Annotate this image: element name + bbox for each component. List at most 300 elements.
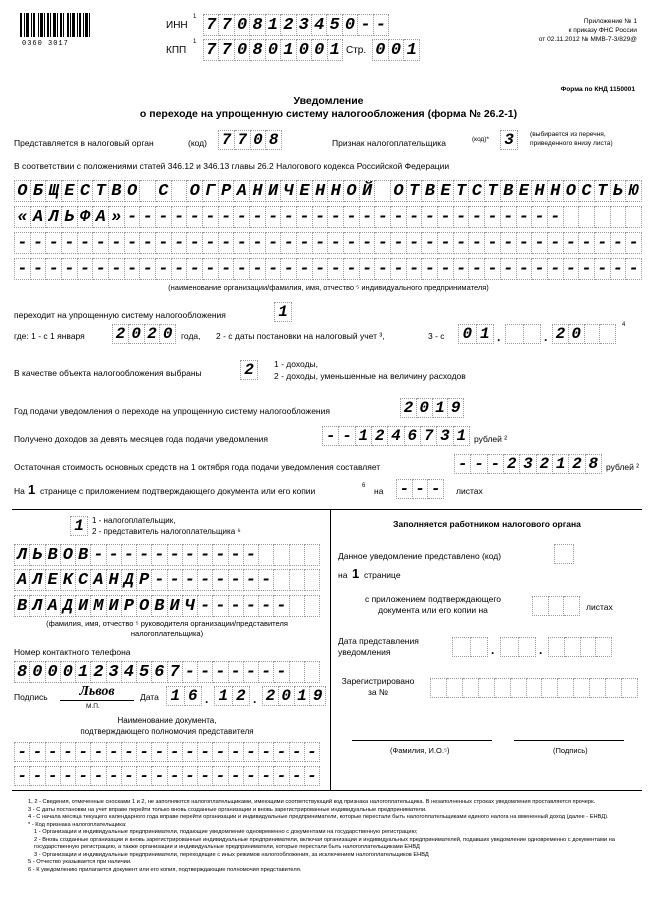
field-cell: -	[30, 742, 45, 762]
field-cell: 1	[214, 686, 233, 706]
field-cell	[579, 206, 595, 228]
field-cell: -	[374, 14, 389, 36]
income-unit: рублей ²	[474, 434, 508, 444]
date-label: Дата	[140, 692, 159, 702]
field-cell: 0	[297, 39, 312, 61]
field-cell: -	[290, 742, 305, 762]
field-cell: -	[203, 206, 219, 228]
field-cell: -	[122, 766, 137, 786]
transition-year-suffix: года,	[181, 331, 201, 341]
field-cell	[549, 596, 565, 616]
field-cell: -	[168, 742, 183, 762]
field-cell: Л	[30, 595, 45, 617]
registered-label	[338, 676, 418, 698]
with-docs-field[interactable]	[532, 596, 580, 616]
field-cell: 3	[437, 426, 453, 446]
field-cell: «	[14, 206, 31, 228]
field-cell: 0	[235, 14, 250, 36]
field-cell: -	[229, 766, 244, 786]
field-cell: -	[532, 232, 548, 254]
field-cell: Б	[31, 180, 47, 202]
field-cell: -	[78, 232, 94, 254]
field-cell: -	[183, 766, 198, 786]
transition-opt1: где: 1 - с 1 января	[14, 331, 85, 341]
field-cell: 2	[569, 454, 585, 474]
field-cell	[511, 678, 527, 698]
object-label: В качестве объекта налогообложения выбраны	[14, 368, 202, 378]
with-docs-2: документа или его копии на	[378, 605, 488, 615]
field-cell: 9	[448, 398, 464, 418]
field-cell: А	[93, 206, 109, 228]
field-cell: 7	[235, 130, 251, 150]
field-cell: -	[595, 232, 611, 254]
right-title: Заполняется работником налогового органа	[393, 519, 581, 529]
field-cell: О	[14, 180, 31, 202]
field-cell: Ь	[62, 206, 78, 228]
income-field[interactable]	[322, 426, 470, 446]
patronymic-field[interactable]	[14, 595, 320, 617]
field-cell: -	[213, 544, 228, 566]
field-cell: -	[413, 479, 429, 499]
field-cell: 6	[405, 426, 421, 446]
field-cell: -	[469, 206, 485, 228]
section-divider-bottom	[12, 790, 642, 791]
signer-options	[92, 515, 241, 537]
field-cell: -	[219, 258, 235, 280]
taxpayer-sign-note	[530, 130, 613, 148]
transition-year3[interactable]	[552, 324, 616, 344]
field-cell: 1	[70, 516, 88, 536]
field-cell: -	[328, 258, 344, 280]
field-cell: 4	[388, 426, 404, 446]
submit-date-2: уведомления	[338, 647, 391, 657]
field-cell: 2	[240, 360, 258, 380]
field-cell: 8	[14, 661, 30, 683]
field-cell: 7	[203, 39, 219, 61]
field-cell: 0	[129, 324, 145, 344]
field-cell: -	[485, 206, 501, 228]
form-code: Форма по КНД 1150001	[560, 86, 635, 93]
field-cell: 2	[262, 686, 279, 706]
footnote: 6 - К уведомлению прилагается документ или его копия, подтверждающие полномочия представителя.	[28, 866, 302, 873]
field-cell: Т	[485, 180, 501, 202]
field-cell: -	[454, 258, 470, 280]
field-cell: -	[344, 206, 360, 228]
field-cell: -	[76, 766, 91, 786]
field-cell: -	[93, 258, 109, 280]
field-cell: -	[454, 232, 470, 254]
phone-label: Номер контактного телефона	[14, 647, 131, 657]
transition-day[interactable]	[458, 324, 494, 344]
field-cell: -	[76, 742, 91, 762]
field-cell	[565, 637, 581, 657]
field-cell	[290, 544, 305, 566]
field-cell: О	[137, 595, 152, 617]
field-cell: 7	[168, 661, 183, 683]
pages-field[interactable]	[396, 479, 444, 499]
field-cell: 2	[112, 324, 129, 344]
field-cell: -	[198, 766, 213, 786]
field-cell: 0	[61, 661, 76, 683]
kpp-label: КПП	[166, 45, 187, 56]
field-cell: -	[125, 206, 141, 228]
footnote: 4 - С начала месяца текущего календарного года вправе перейти организации и индивидуальные предприниматели, которые перестали быть налогоплательщиками единого налога на вмененный доход (далее - ЕНВД).	[28, 814, 609, 820]
legal-basis: В соответствии с положениями статей 346.12 и 346.13 главы 26.2 Налогового кодекса Российской Федерации	[14, 161, 450, 171]
field-cell	[600, 324, 616, 344]
field-cell: -	[198, 544, 213, 566]
field-cell: Т	[93, 180, 109, 202]
section-divider	[12, 509, 642, 510]
field-cell	[519, 637, 537, 657]
sign-label: Подпись	[14, 692, 48, 702]
field-cell	[611, 206, 627, 228]
signer-opt1: 1 - налогоплательщик,	[92, 516, 176, 525]
field-cell: Ф	[78, 206, 94, 228]
field-cell: Н	[532, 180, 548, 202]
footnote: * - Код признака налогоплательщика:	[28, 821, 127, 828]
field-cell: -	[322, 426, 339, 446]
field-cell: В	[46, 544, 61, 566]
field-cell: -	[109, 232, 125, 254]
officer-sign-caption: (Подпись)	[553, 746, 588, 755]
field-cell: Ч	[281, 180, 297, 202]
field-cell: -	[46, 742, 61, 762]
date-dot: .	[544, 330, 548, 344]
field-cell: -	[140, 258, 156, 280]
field-cell: 1	[281, 39, 296, 61]
field-cell: -	[259, 742, 274, 762]
filing-year-field[interactable]	[400, 398, 464, 418]
inn-field[interactable]	[203, 14, 389, 36]
field-cell: 0	[235, 39, 250, 61]
field-cell: -	[125, 232, 141, 254]
field-cell: -	[422, 206, 438, 228]
field-cell: С	[78, 180, 94, 202]
field-cell: 3	[500, 130, 518, 150]
field-cell	[274, 569, 289, 591]
pages-prefix: На	[14, 486, 25, 496]
inn-label: ИНН	[166, 20, 188, 31]
pages-sup: 6	[362, 483, 366, 489]
field-cell: В	[152, 595, 167, 617]
field-cell: -	[517, 206, 533, 228]
field-cell: 2	[145, 324, 161, 344]
mp-label: М.П.	[86, 703, 100, 710]
field-cell: -	[137, 742, 152, 762]
field-cell: -	[234, 206, 250, 228]
field-cell: -	[213, 569, 228, 591]
field-cell: 3	[520, 454, 536, 474]
field-cell	[290, 569, 305, 591]
field-cell: -	[107, 766, 122, 786]
field-cell	[548, 637, 565, 657]
field-cell: Г	[203, 180, 219, 202]
date-dot: .	[253, 692, 257, 706]
org-name-line-4[interactable]	[14, 258, 642, 280]
field-cell: -	[548, 258, 564, 280]
field-cell	[172, 180, 188, 202]
sign-date-day[interactable]	[166, 686, 202, 706]
field-cell: -	[297, 232, 313, 254]
field-cell: Е	[297, 180, 313, 202]
field-cell	[290, 595, 305, 617]
field-cell: -	[61, 742, 76, 762]
field-cell	[505, 324, 524, 344]
field-cell: 2	[233, 686, 251, 706]
field-cell: Д	[122, 569, 137, 591]
field-cell: -	[91, 742, 106, 762]
field-cell: 1	[454, 426, 470, 446]
field-cell: -	[107, 544, 122, 566]
transition-month[interactable]	[505, 324, 541, 344]
on-pages-count: 1	[352, 566, 360, 581]
field-cell: С	[156, 180, 172, 202]
date-dot: .	[497, 330, 501, 344]
appendix-line-3: от 02.11.2012 № ММВ-7-3/829@	[538, 36, 637, 43]
field-cell: 1	[433, 398, 449, 418]
field-cell: 0	[389, 39, 405, 61]
sign-note-2: приведенного внизу листа)	[530, 140, 613, 147]
field-cell: -	[360, 232, 376, 254]
field-cell: Щ	[46, 180, 62, 202]
residual-field[interactable]	[454, 454, 602, 474]
barcode-number: 0360 3017	[22, 40, 69, 48]
field-cell: Т	[454, 180, 470, 202]
field-cell	[495, 678, 511, 698]
field-cell: -	[259, 661, 274, 683]
field-cell: -	[391, 232, 407, 254]
doc-caption-1: Наименование документа,	[117, 716, 217, 725]
sheets-label: листах	[586, 602, 613, 612]
kpp-field[interactable]	[203, 39, 343, 61]
field-cell: -	[250, 232, 266, 254]
field-cell: Е	[517, 180, 533, 202]
field-cell: -	[344, 232, 360, 254]
field-cell	[259, 544, 274, 566]
field-cell: -	[469, 232, 485, 254]
field-cell: -	[229, 595, 244, 617]
field-cell: О	[61, 544, 76, 566]
field-cell: -	[172, 258, 188, 280]
fio-caption-1: (фамилия, имя, отчество ⁵ руководителя организации/представителя	[46, 619, 288, 628]
field-cell: -	[438, 232, 454, 254]
field-cell: 0	[343, 14, 358, 36]
title-line-1: Уведомление	[293, 95, 364, 107]
field-cell: -	[266, 232, 282, 254]
page-field[interactable]	[372, 39, 420, 61]
field-cell: -	[213, 661, 228, 683]
field-cell	[305, 544, 320, 566]
field-cell	[626, 206, 642, 228]
field-cell: -	[328, 206, 344, 228]
registered-number-field[interactable]	[430, 678, 638, 698]
filing-year-label: Год подачи уведомления о переходе на упрощенную систему налогообложения	[14, 406, 330, 416]
field-cell: -	[488, 454, 504, 474]
field-cell: 1	[328, 39, 343, 61]
field-cell: -	[14, 232, 31, 254]
field-cell: -	[579, 258, 595, 280]
field-cell: -	[14, 766, 30, 786]
org-name-line-3[interactable]	[14, 232, 642, 254]
org-name-line-2[interactable]	[14, 206, 642, 228]
presented-code-field[interactable]	[554, 544, 574, 564]
field-cell: -	[517, 258, 533, 280]
sign-date-month[interactable]	[214, 686, 250, 706]
field-cell: 7	[421, 426, 437, 446]
field-cell	[564, 206, 580, 228]
field-cell	[452, 637, 471, 657]
field-cell: 2	[552, 324, 569, 344]
field-cell: -	[107, 742, 122, 762]
field-cell: -	[501, 258, 517, 280]
tax-organ-code[interactable]	[218, 130, 282, 150]
surname-field[interactable]	[14, 544, 320, 566]
field-cell: -	[274, 742, 289, 762]
appendix-note	[539, 17, 637, 44]
field-cell: -	[407, 258, 423, 280]
footnotes	[28, 799, 628, 874]
object-field[interactable]	[240, 360, 258, 380]
field-cell: -	[391, 206, 407, 228]
field-cell: О	[187, 180, 203, 202]
field-cell: -	[517, 232, 533, 254]
phone-field[interactable]	[14, 661, 320, 683]
field-cell: 2	[504, 454, 520, 474]
field-cell: -	[152, 742, 167, 762]
field-cell: -	[198, 742, 213, 762]
field-cell	[305, 661, 320, 683]
field-cell	[527, 678, 543, 698]
field-cell: 5	[137, 661, 152, 683]
field-cell	[564, 596, 580, 616]
footnote: 1, 2 - Сведения, отмеченные сносками 1 и 2, не заполняются налогоплательщиками, имеющими соответствующий код признака налогоплательщика. В незаполненных строках уведомления проставляется прочерк.	[28, 799, 596, 805]
field-cell: Й	[360, 180, 376, 202]
field-cell: Л	[14, 544, 30, 566]
field-cell: А	[46, 595, 61, 617]
field-cell: 2	[537, 454, 553, 474]
field-cell: -	[391, 258, 407, 280]
field-cell: -	[313, 232, 329, 254]
field-cell: -	[250, 206, 266, 228]
field-cell: 1	[553, 454, 569, 474]
fio-caption	[14, 619, 320, 639]
field-cell: -	[203, 258, 219, 280]
kpp-sup: 1	[193, 39, 197, 45]
field-cell: 7	[219, 39, 234, 61]
field-cell: 0	[30, 661, 45, 683]
field-cell: -	[46, 232, 62, 254]
field-cell	[574, 678, 590, 698]
field-cell: Е	[46, 569, 61, 591]
transition-year[interactable]	[112, 324, 176, 344]
taxpayer-sign-field[interactable]	[500, 130, 518, 150]
field-cell: Н	[313, 180, 329, 202]
field-cell: -	[595, 258, 611, 280]
field-cell: И	[168, 595, 183, 617]
field-cell: Ю	[626, 180, 642, 202]
field-cell: -	[152, 544, 167, 566]
presented-label: Данное уведомление представлено (код)	[338, 551, 502, 561]
org-name-line-1[interactable]	[14, 180, 642, 202]
field-cell: -	[360, 206, 376, 228]
field-cell: -	[152, 766, 167, 786]
sign-date-year[interactable]	[262, 686, 326, 706]
field-cell: -	[375, 232, 391, 254]
field-cell: И	[107, 595, 122, 617]
submit-date-1: Дата представления	[338, 636, 419, 646]
field-cell: -	[93, 232, 109, 254]
field-cell: 1	[404, 39, 420, 61]
field-cell: А	[14, 569, 30, 591]
footnote: 2 - Вновь созданные организации и вновь зарегистрированные индивидуальные предприниматели, включая организации и индивидуальных предпринимателей, подавших уведомление одновременно с документами на государственную регистрацию, а также организации и индивидуальные предприниматели, которые перестали быть налогоплательщиками ЕНВД	[34, 836, 615, 850]
field-cell: -	[244, 661, 259, 683]
field-cell: -	[137, 544, 152, 566]
field-cell: В	[14, 595, 30, 617]
pages-suffix: листах	[456, 486, 483, 496]
field-cell: -	[428, 479, 444, 499]
object-opt2: 2 - доходы, уменьшенные на величину расходов	[274, 371, 466, 381]
submit-month-field[interactable]	[500, 637, 536, 657]
field-cell: -	[91, 766, 106, 786]
field-cell	[585, 324, 601, 344]
field-cell: 7	[203, 14, 219, 36]
field-cell: 8	[250, 39, 265, 61]
field-cell: -	[187, 206, 203, 228]
field-cell: 9	[310, 686, 326, 706]
field-cell: Л	[46, 206, 62, 228]
field-cell	[590, 678, 606, 698]
submit-year-field[interactable]	[548, 637, 612, 657]
field-cell: -	[281, 258, 297, 280]
doc-name-line-1[interactable]	[14, 742, 320, 762]
field-cell: -	[168, 544, 183, 566]
field-cell: -	[122, 742, 137, 762]
field-cell: Л	[30, 569, 45, 591]
field-cell: -	[183, 569, 198, 591]
field-cell: 1	[295, 686, 311, 706]
doc-name-line-2[interactable]	[14, 766, 320, 786]
object-options	[274, 358, 466, 382]
tax-organ-code-label: (код)	[188, 138, 207, 148]
footnote: 1 - Организации и индивидуальные предприниматели, подающие уведомление одновременно с документами на государственную регистрацию;	[34, 829, 418, 835]
field-cell: В	[501, 180, 517, 202]
transition-field[interactable]	[274, 302, 292, 322]
field-cell: -	[31, 232, 47, 254]
field-cell: -	[579, 232, 595, 254]
field-cell: А	[31, 206, 47, 228]
column-divider	[330, 509, 331, 790]
income-label: Получено доходов за девять месяцев года подачи уведомления	[14, 434, 268, 444]
transition-sup: 4	[622, 322, 626, 328]
name-field[interactable]	[14, 569, 320, 591]
officer-name-line	[352, 740, 492, 741]
field-cell: -	[168, 766, 183, 786]
field-cell	[606, 678, 622, 698]
field-cell: -	[140, 232, 156, 254]
field-cell: А	[91, 569, 106, 591]
title-line-2: о переходе на упрощенную систему налогообложения (форма № 26.2-1)	[139, 108, 518, 120]
field-cell: -	[91, 544, 106, 566]
field-cell: 1	[266, 14, 281, 36]
submit-day-field[interactable]	[452, 637, 488, 657]
signer-field[interactable]	[70, 516, 88, 536]
field-cell: -	[187, 232, 203, 254]
field-cell: -	[219, 232, 235, 254]
field-cell: Н	[250, 180, 266, 202]
field-cell: 3	[297, 14, 312, 36]
field-cell: -	[62, 232, 78, 254]
field-cell: -	[46, 766, 61, 786]
